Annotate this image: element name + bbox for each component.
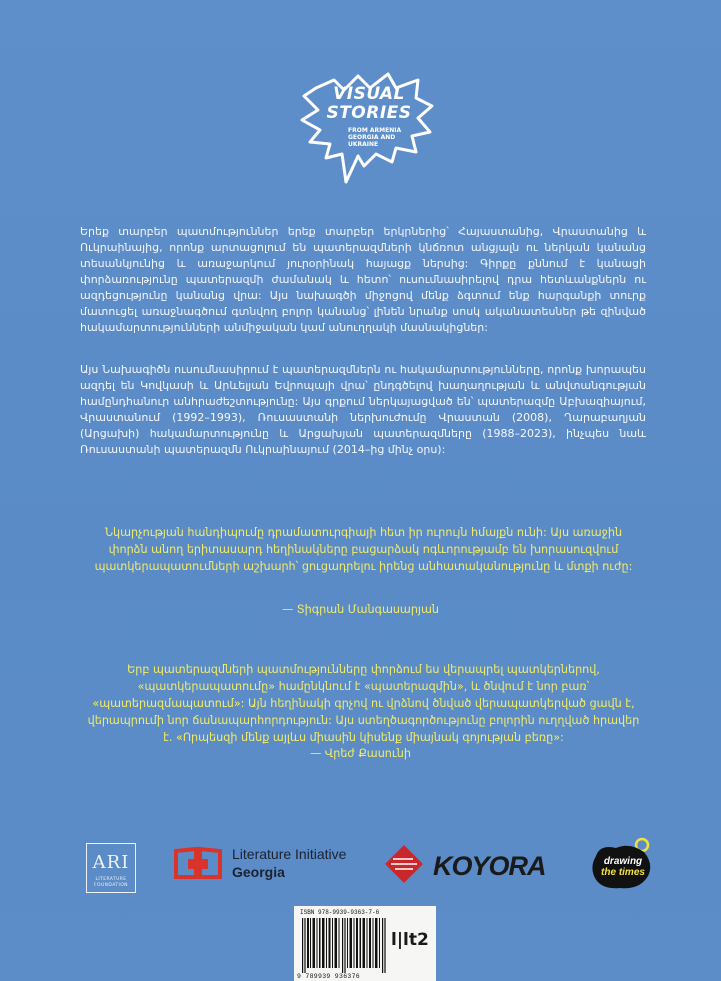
ari-logo-title: ARI	[92, 852, 130, 873]
the-times-text: the times	[601, 867, 645, 878]
red-diamond-logo	[383, 843, 425, 885]
drawing-text: drawing	[603, 856, 643, 867]
isbn-barcode-block	[294, 906, 436, 981]
description-paragraph-2: Այս Նախագիծն ուսումնասիրում է պատերազմներն ու հակամարտությունները, որոնք խորապես ազդել են Կովկասի և Արևելյան Եվրոպայի վրա՝ ընդգծելով խաղաղության և անվտանգության համընդհանուր անհրաժեշտությունը: Այս գրքում ներկայացված են՝ պատերազմը Աբխազիայում, Վրաստանում (1992–1993), Ռուսաստանի ներխուժումը Վրաստան (2008), Ղարաբաղյան (Արցախի) հակամարտությունը և Արցախյան պատերազմները (1988–2023), ինչպես նաև Ռուսաստանի պատերազմն Ուկրաինայում (2014–ից մինչ օրս):	[80, 363, 646, 456]
isbn-label: ISBN 978-9939-9363-7-6	[300, 909, 380, 916]
ari-logo-subtitle: LITERATURE FOUNDATION	[94, 877, 128, 888]
literature-initiative-text: Literature Initiative	[232, 846, 347, 862]
publisher-logo: l|lt2	[391, 930, 429, 950]
barcode-icon	[302, 918, 386, 973]
drawing-the-times-logo	[590, 836, 656, 892]
open-book-icon	[174, 845, 222, 881]
logo-title-line1: VISUAL	[333, 84, 405, 104]
quote-1-author: — Տիգրան Մանգասարյան	[282, 603, 439, 616]
logo-title-line2: STORIES	[326, 103, 412, 123]
diamond-lines-icon	[383, 843, 425, 885]
quote-2-text: Երբ պատերազմների պատմությունները փորձում ես վերապրել պատկերներով, «պատկերապատումը» համընկնում է «պատերազմին», և ծնվում է նոր բառ՝ «պատերազմապատում»: Այն հեղինակի գրչով ու վրձնով ծնված վերապատկերված ցավն է, վերապրումի նոր ճանապարհորդություն: Այս ստեղծագործությունը բոլորին ուղղված հրավեր է. «Որպեսզի մենք այլևս միասին կիսենք միայնակ գոյության բեռը»:	[87, 663, 640, 744]
isbn-number: 9 789939 936376	[297, 973, 361, 980]
quote-1-text: Նկարչության հանդիպումը դրամատուրգիայի հետ իր ուրույն հմայքն ունի: Այս առաջին փորձն անող երիտասարդ հեղինակները բացարձակ ոգևորությամբ են խորասուզվում պատկերապատումների աշխարհ՝ ցուցադրելու իրենց անհատականությունը և մտքի ուժը:	[94, 526, 633, 573]
logo-subtitle: FROM ARMENIA GEORGIA AND UKRAINE	[348, 127, 402, 148]
koyora-logo: KOYORA	[433, 851, 546, 881]
ari-foundation-logo	[86, 843, 136, 893]
georgia-text: Georgia	[232, 864, 285, 880]
literature-initiative-georgia-logo	[174, 843, 364, 883]
description-paragraph-1: Երեք տարբեր պատմություններ երեք տարբեր երկրներից՝ Հայաստանից, Վրաստանից և Ուկրաինայից, որոնք արտացոլում են պատերազմների կնճռոտ անցյալն ու ներկան կանանց տեսանկյունից և առաջարկում յուրօրինակ հայացք ներսից: Գիրքը քննում է կանացի փորձառությունը պատերազմի ժամանակ և հետո՝ ուսումնասիրելով դրա հետևանքներն ու ազդեցությունը կանանց վրա: Այս նախագծի միջոցով մենք ձգտում ենք հարգանքի տուրք մատուցել առաջնագծում գտնվող բոլոր կանանց՝ լինեն նրանք սոսկ ականատեսներ թե զինված հակամարտությունների անմիջական կամ անուղղակի մասնակիցներ:	[80, 225, 646, 334]
quote-2-author: — Վրեժ Քասունի	[310, 747, 411, 760]
visual-stories-logo	[296, 70, 436, 186]
